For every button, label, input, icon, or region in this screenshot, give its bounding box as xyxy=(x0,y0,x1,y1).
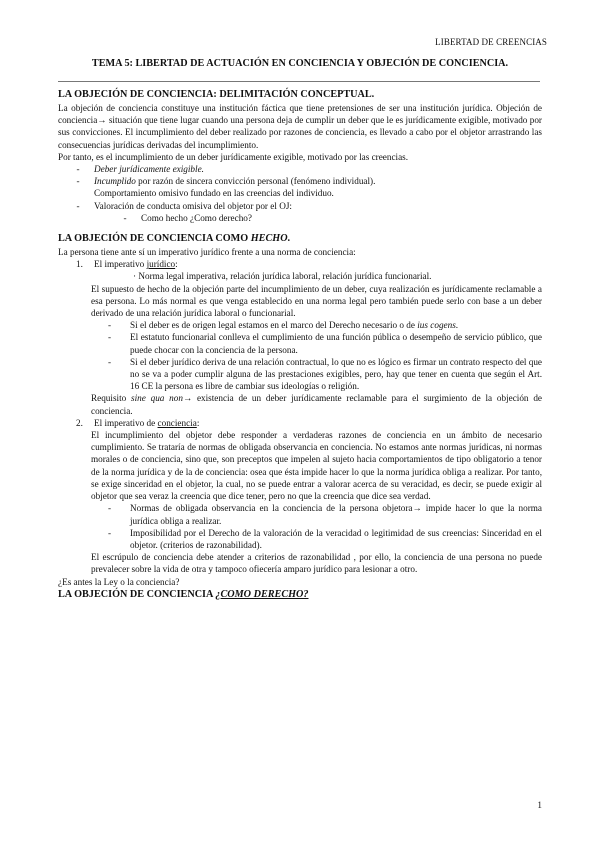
numbered-item: 2. El imperativo de conciencia: xyxy=(76,417,200,428)
list-item: - Si el deber es de origen legal estamos en el marco del Derecho necesario o de ius cogens. xyxy=(108,320,459,331)
paragraph: El escrúpulo de conciencia debe atender a criterios de razonabilidad , por ello, la conciencia de una persona no puede prevalecer sobre la vida de otra y tampoco ofiecería amparo jurídico para lesionar a otro. xyxy=(91,552,542,575)
section-heading-1: LA OBJECIÓN DE CONCIENCIA: DELIMITACIÓN CONCEPTUAL. xyxy=(58,89,375,100)
question-line: ¿Es antes la Ley o la conciencia? xyxy=(58,576,180,587)
list-item: - Valoración de conducta omisiva del objetor por el OJ: xyxy=(76,200,292,211)
list-subitem: - Como hecho ¿Como derecho? xyxy=(123,212,252,223)
norm-line: · Norma legal imperativa, relación jurídica laboral, relación jurídica funcionarial. xyxy=(133,271,432,282)
list-item: - Normas de obligada observancia en la conciencia de la persona objetora→ impide hacer lo que la norma jurídica obliga a realizar. xyxy=(108,503,542,526)
section-heading-2: LA OBJECIÓN DE CONCIENCIA COMO HECHO. xyxy=(58,233,291,245)
document-title: TEMA 5: LIBERTAD DE ACTUACIÓN EN CONCIENCIA Y OBJECIÓN DE CONCIENCIA. xyxy=(91,58,509,69)
section-heading-3: LA OBJECIÓN DE CONCIENCIA ¿COMO DERECHO? xyxy=(58,588,309,600)
title-divider xyxy=(58,81,540,82)
list-item: - El estatuto funcionarial conlleva el cumplimiento de una función pública o desempeño de servicio público, que puede chocar con la conciencia de la persona. xyxy=(108,332,542,355)
list-item-continuation: Comportamiento omisivo fundado en las creencias del individuo. xyxy=(94,188,334,199)
paragraph: La objeción de conciencia constituye una institución fáctica que tiene pretensiones de ser una institución jurídica. Objeción de conciencia→ situación que tiene lugar cuando una persona deja de cumplir un deber que le es jurídicamente exigible, motivado por sus convicciones. El incumplimiento del deber realizado por razones de conciencia, es llevado a cabo por el objetor arrastrando las consecuencias jurídicas derivadas del incumplimiento. xyxy=(58,103,542,150)
document-body xyxy=(58,88,542,602)
list-item: - Imposibilidad por el Derecho de la valoración de la veracidad o legitimidad de sus creencias: Sinceridad en el objetor. (criterios de razonabilidad). xyxy=(108,527,542,550)
paragraph: La persona tiene ante sí un imperativo jurídico frente a una norma de conciencia: xyxy=(58,247,356,258)
paragraph: El incumplimiento del objetor debe responder a verdaderas razones de conciencia en un ámbito de necesario cumplimiento. Se trataría de normas de obligada observancia en conciencia. No estamos ante normas jurídicas, ni normas morales o de conciencia, sino que, son preceptos que impelen al sujeto hacia comportamientos de tipo obligatorio a tenor de la norma jurídica y de la de conciencia: osea que ésta impide hacer lo que la norma jurídica obliga a realizar. Por tanto, se exige sinceridad en el objetor, la cual, no se puede entrar a valorar acerca de su veracidad, es decir, se puede exigir al objetor que sea veraz la creencia que dice tener, pero no que la creencia que dice sea verdad. xyxy=(91,430,542,502)
list-item: - Si el deber jurídico deriva de una relación contractual, lo que no es lógico es firmar un contrato respecto del que no se va a poder cumplir alguna de las prestaciones exigibles, pero, hay que tener en cuenta que según el Art. 16 CE la persona es libre de cambiar sus ideologías o religión. xyxy=(108,356,543,392)
list-item: - Incumplido por razón de sincera convicción personal (fenómeno individual). xyxy=(76,176,376,187)
paragraph: El supuesto de hecho de la objeción parte del incumplimiento de un deber, cuya realización es jurídicamente reclamable a esa persona. Lo más normal es que venga establecido en una norma legal pero también puede serlo con base a un deber derivado de una relación jurídica laboral o funcionarial. xyxy=(91,283,542,319)
requirement-line: Requisito sine qua non→ existencia de un deber jurídicamente reclamable para el surgimiento de la objeción de conciencia. xyxy=(91,393,542,416)
numbered-item: 1. El imperativo jurídico: xyxy=(76,259,178,270)
list-item: - Deber jurídicamente exigible. xyxy=(76,164,204,175)
page-number: 1 xyxy=(537,800,542,810)
running-header: LIBERTAD DE CREENCIAS xyxy=(435,37,547,47)
paragraph: Por tanto, es el incumplimiento de un deber jurídicamente exigible, motivado por las creencias. xyxy=(58,151,409,162)
